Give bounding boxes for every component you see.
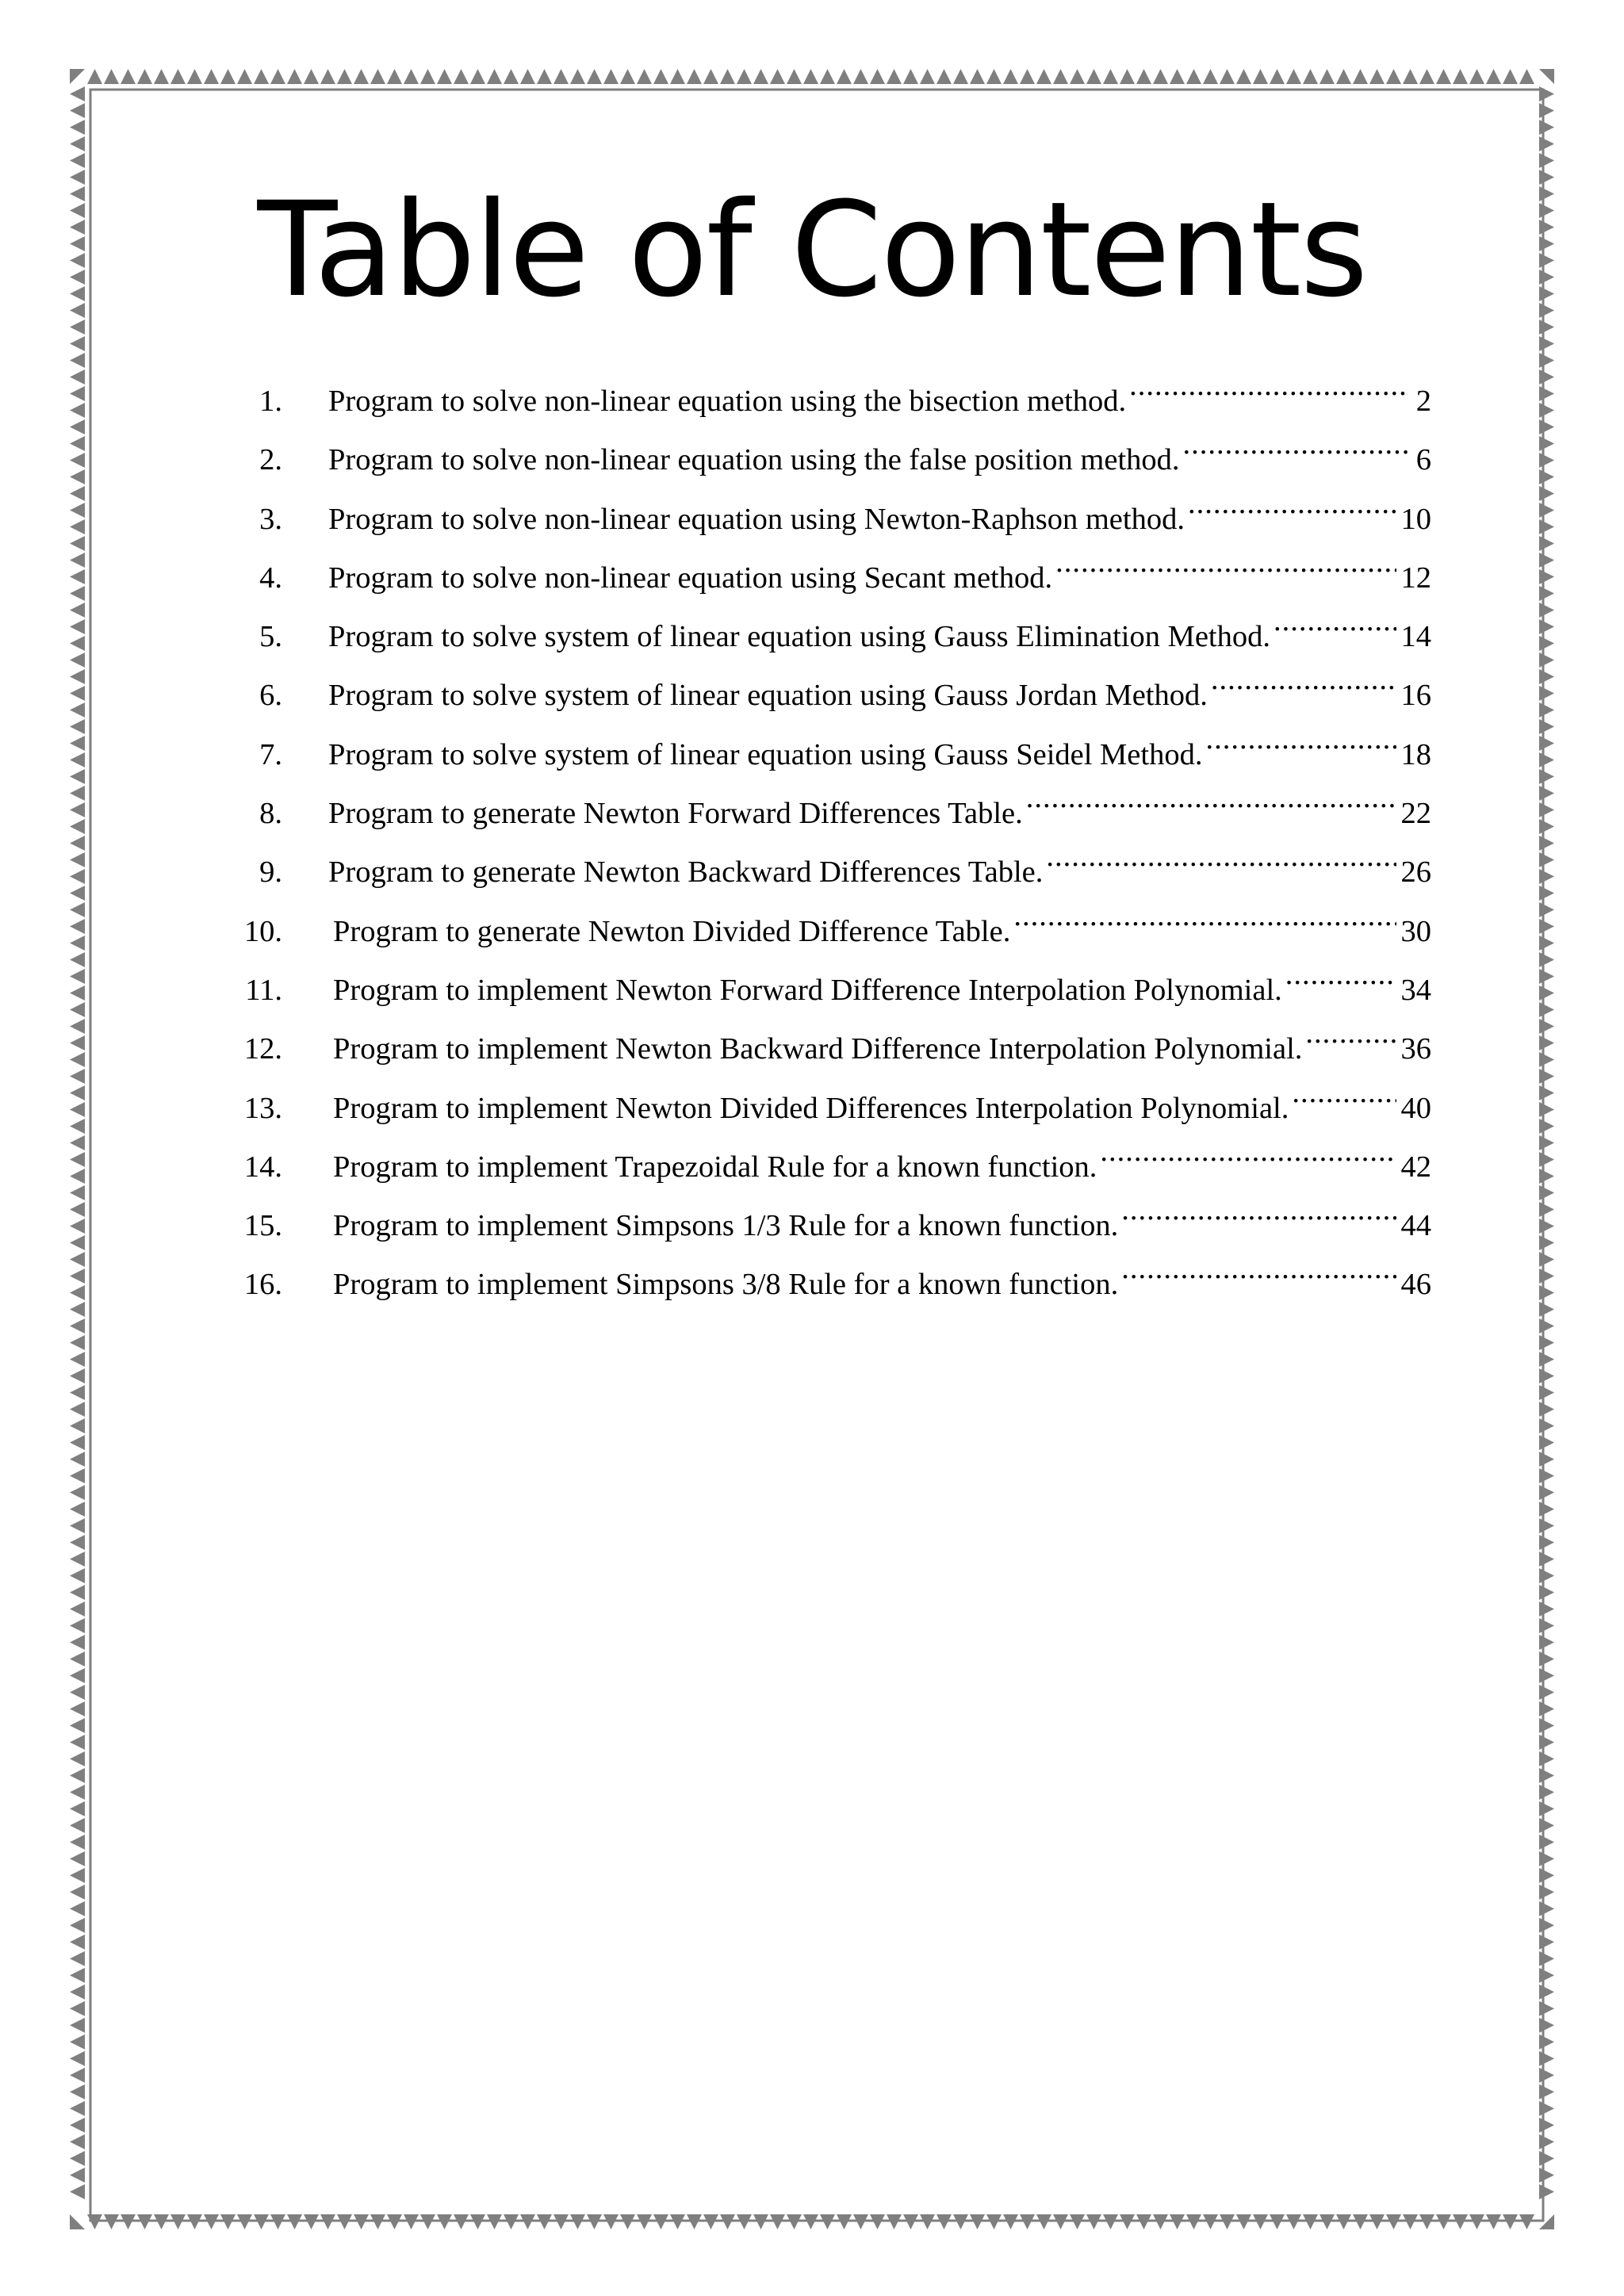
toc-entry-page-number: 40 (1400, 1091, 1431, 1125)
toc-entry-number: 13. (243, 1091, 282, 1125)
toc-entry-page-number: 10 (1400, 502, 1431, 536)
toc-dot-leader (1183, 431, 1409, 469)
toc-dot-leader (1305, 1020, 1396, 1058)
toc-entry-title: Program to solve non-linear equation using the false position method. (328, 443, 1180, 477)
toc-entry-page-number: 2 (1415, 385, 1431, 418)
toc-entry-page-number: 46 (1400, 1268, 1431, 1302)
toc-entry[interactable] (194, 1138, 1431, 1197)
toc-entry[interactable] (194, 667, 1431, 725)
toc-dot-leader (1055, 549, 1396, 587)
toc-dot-leader (1026, 785, 1396, 823)
toc-entry-page-number: 34 (1400, 973, 1431, 1007)
toc-entry-number: 15. (243, 1209, 282, 1243)
toc-entry-number: 16. (243, 1268, 282, 1302)
toc-entry-title: Program to generate Newton Divided Difference Table. (333, 914, 1011, 948)
toc-entry-title: Program to implement Newton Forward Difference Interpolation Polynomial. (333, 973, 1282, 1007)
toc-dot-leader (1013, 903, 1396, 941)
toc-entry[interactable] (194, 1256, 1431, 1314)
toc-entry-title: Program to implement Simpsons 3/8 Rule for a known function. (333, 1268, 1119, 1302)
toc-entry-title: Program to solve non-linear equation using Newton-Raphson method. (328, 502, 1185, 536)
toc-entry-title: Program to implement Simpsons 1/3 Rule for a known function. (333, 1209, 1119, 1243)
toc-entry-number: 12. (243, 1032, 282, 1066)
toc-entry-title: Program to implement Newton Backward Difference Interpolation Polynomial. (333, 1032, 1303, 1066)
toc-entry-number: 2. (259, 443, 282, 477)
toc-dot-leader (1205, 726, 1396, 764)
toc-entry-page-number: 12 (1400, 561, 1431, 595)
toc-entry-number: 6. (259, 679, 282, 713)
toc-dot-leader (1292, 1080, 1396, 1118)
toc-entry-number: 11. (245, 973, 282, 1007)
toc-entry-title: Program to generate Newton Backward Differences Table. (328, 855, 1044, 890)
toc-entry-number: 3. (259, 502, 282, 536)
toc-entry-title: Program to solve system of linear equation using Gauss Elimination Method. (328, 620, 1270, 654)
toc-entry-number: 9. (259, 855, 282, 890)
toc-entry-title: Program to implement Trapezoidal Rule for a known function. (333, 1150, 1097, 1184)
toc-entry[interactable] (194, 844, 1431, 902)
toc-entry-page-number: 30 (1400, 914, 1431, 948)
toc-entry[interactable] (194, 785, 1431, 844)
toc-dot-leader (1046, 844, 1396, 882)
toc-entry-title: Program to solve non-linear equation using Secant method. (328, 561, 1053, 595)
toc-entry[interactable] (194, 549, 1431, 608)
toc-entry-number: 1. (259, 385, 282, 418)
toc-entry-number: 7. (259, 737, 282, 771)
table-of-contents-list (194, 373, 1431, 1315)
toc-entry-title: Program to solve system of linear equation using Gauss Jordan Method. (328, 679, 1208, 713)
toc-entry[interactable] (194, 726, 1431, 785)
toc-dot-leader (1129, 373, 1409, 411)
toc-entry-page-number: 36 (1400, 1032, 1431, 1066)
toc-entry-page-number: 6 (1415, 443, 1431, 477)
toc-dot-leader (1188, 491, 1396, 529)
toc-entry-title: Program to implement Newton Divided Differences Interpolation Polynomial. (333, 1091, 1289, 1125)
toc-entry-page-number: 26 (1400, 855, 1431, 890)
toc-dot-leader (1121, 1256, 1396, 1294)
toc-entry-page-number: 18 (1400, 737, 1431, 771)
toc-entry-page-number: 14 (1400, 620, 1431, 654)
toc-entry[interactable] (194, 431, 1431, 490)
toc-entry-page-number: 16 (1400, 679, 1431, 713)
toc-entry[interactable] (194, 962, 1431, 1020)
toc-entry[interactable] (194, 608, 1431, 667)
toc-entry[interactable] (194, 1197, 1431, 1256)
toc-dot-leader (1100, 1138, 1396, 1177)
toc-entry-page-number: 44 (1400, 1209, 1431, 1243)
toc-entry-title: Program to solve system of linear equation using Gauss Seidel Method. (328, 737, 1203, 771)
toc-entry-number: 14. (243, 1150, 282, 1184)
toc-dot-leader (1274, 608, 1396, 646)
toc-entry-number: 10. (243, 914, 282, 948)
toc-entry-title: Program to generate Newton Forward Differences Table. (328, 797, 1023, 831)
toc-entry-number: 4. (259, 561, 282, 595)
toc-dot-leader (1285, 962, 1396, 1000)
toc-entry[interactable] (194, 903, 1431, 962)
toc-entry-number: 5. (259, 620, 282, 654)
toc-entry[interactable] (194, 491, 1431, 549)
toc-entry-page-number: 22 (1400, 797, 1431, 831)
toc-entry[interactable] (194, 1080, 1431, 1138)
toc-entry-title: Program to solve non-linear equation using the bisection method. (328, 385, 1127, 418)
toc-dot-leader (1211, 667, 1396, 705)
toc-entry-number: 8. (259, 797, 282, 831)
page-title: Table of Contents (257, 174, 1367, 326)
toc-entry-page-number: 42 (1400, 1150, 1431, 1184)
toc-dot-leader (1121, 1197, 1396, 1235)
toc-entry[interactable] (194, 1020, 1431, 1079)
toc-entry[interactable] (194, 373, 1431, 431)
